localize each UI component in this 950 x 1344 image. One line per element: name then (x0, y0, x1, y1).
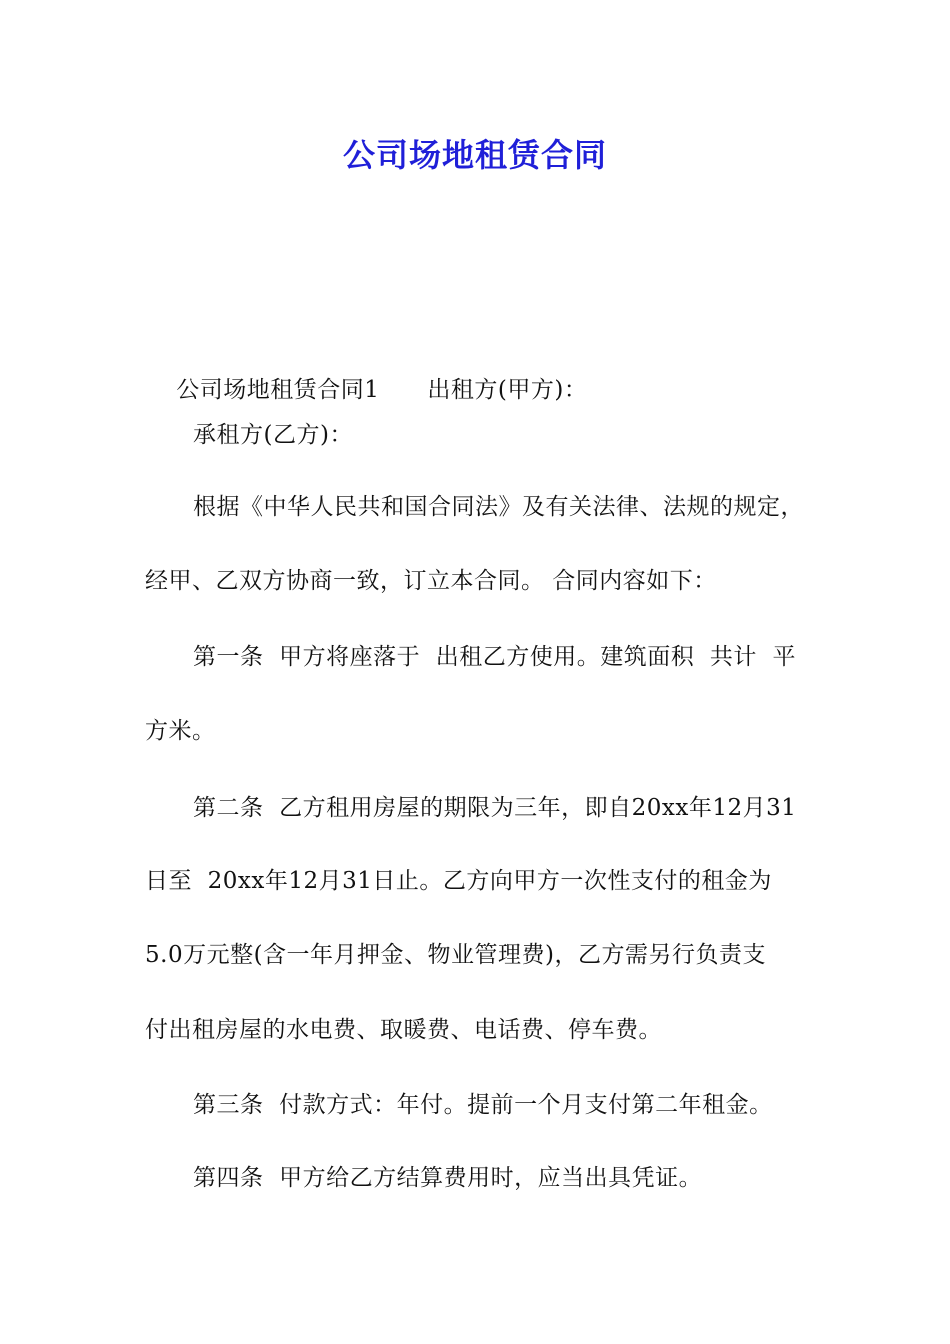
article-4: 第四条 甲方给乙方结算费用时，应当出具凭证。 (193, 1165, 703, 1191)
article-2-line-3: 5.0万元整(含一年月押金、物业管理费)，乙方需另行负责支 (145, 942, 767, 968)
lessee-label: 承租方(乙方)： (193, 422, 353, 448)
article-2-line-2: 日至 20xx年12月31日止。乙方向甲方一次性支付的租金为 (145, 868, 772, 894)
article-2-line-1: 第二条 乙方租用房屋的期限为三年，即自20xx年12月31 (193, 795, 797, 821)
article-3: 第三条 付款方式：年付。提前一个月支付第二年租金。 (193, 1092, 773, 1118)
document-title: 公司场地租赁合同 (342, 136, 607, 174)
lessor-label: 出租方(甲方)： (427, 377, 588, 403)
paragraph-basis-line-1: 根据《中华人民共和国合同法》及有关法律、法规的规定， (193, 494, 804, 520)
article-1-line-2: 方米。 (145, 718, 216, 744)
contract-subtitle: 公司场地租赁合同1 (176, 377, 380, 403)
article-2-line-4: 付出租房屋的水电费、取暖费、电话费、停车费。 (145, 1017, 662, 1043)
article-1-line-1: 第一条 甲方将座落于 出租乙方使用。建筑面积 共计 平 (193, 644, 796, 670)
paragraph-basis-line-2: 经甲、乙双方协商一致，订立本合同。 合同内容如下： (145, 568, 717, 594)
